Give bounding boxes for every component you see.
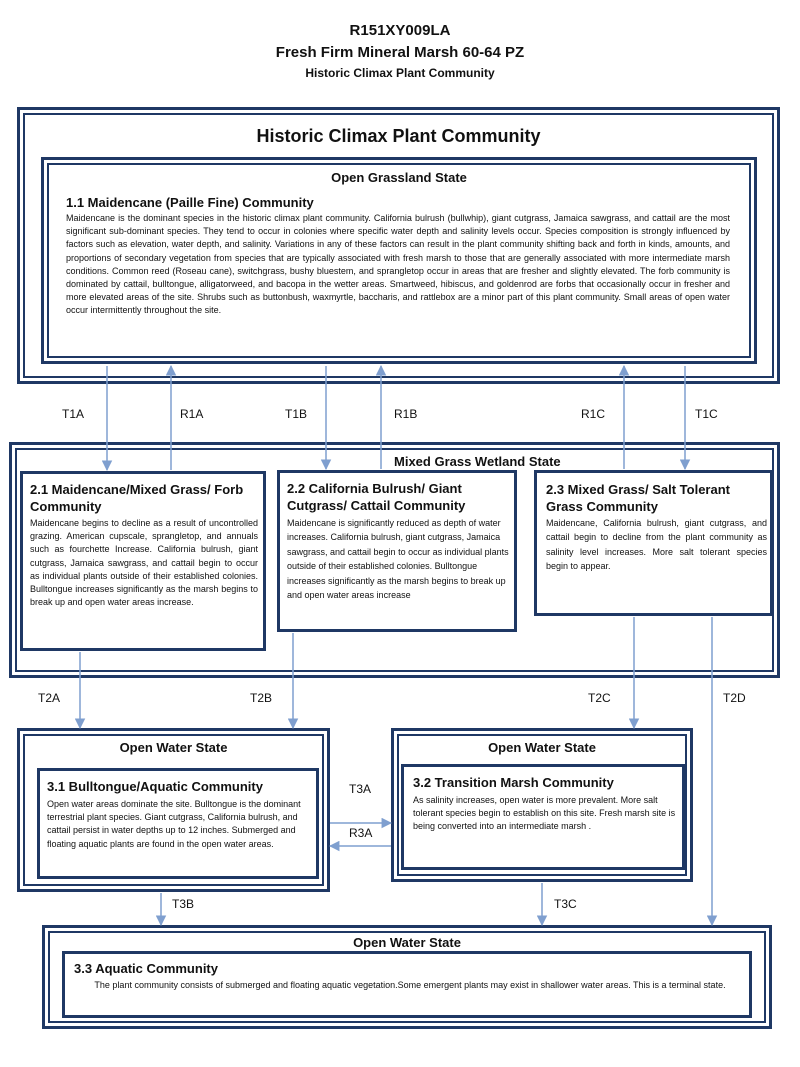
community-3-3-text: The plant community consists of submerged and floating aquatic vegetation.Some emergent plants may exist in shallower water areas. This is a terminal state. [94,980,726,990]
label-r1b: R1B [394,407,418,421]
open-water-state-right-title: Open Water State [488,740,596,755]
label-t2a: T2A [38,691,61,705]
community-3-2-title: 3.2 Transition Marsh Community [413,775,614,790]
label-t1b: T1B [285,407,308,421]
label-t2c: T2C [588,691,611,705]
label-t2d: T2D [723,691,746,705]
open-water-state-left-title: Open Water State [119,740,228,755]
label-t3a: T3A [349,782,372,796]
community-2-3-title: 2.3 Mixed Grass/ Salt Tolerant Grass Community [546,482,730,514]
community-3-2-text: As salinity increases, open water is more prevalent. More salt tolerant species begin to establish on this site. Fresh marsh site is being converted into an intermediate marsh . [413,795,676,832]
site-name: Fresh Firm Mineral Marsh 60-64 PZ [275,44,525,61]
label-r1c: R1C [581,407,606,421]
open-grassland-state-title: Open Grassland State [331,170,467,185]
label-t3c: T3C [554,897,577,911]
page-subtitle: Historic Climax Plant Community [305,66,495,80]
community-2-1-title: 2.1 Maidencane/Mixed Grass/ Forb Community [30,482,244,514]
community-2-2-title: 2.2 California Bulrush/ Giant Cutgrass/ Cattail Community [287,481,466,513]
label-t1a: T1A [62,407,85,421]
community-2-3-text: Maidencane, California bulrush, giant cutgrass, and cattail begin to decline from the plant community as salinity level increases. More salt tolerant species begin to appear. [546,518,767,572]
community-3-3-title: 3.3 Aquatic Community [74,961,218,976]
community-2-1-text: Maidencane begins to decline as a result of uncontrolled grazing. American cupscale, sprangletop, and annuals such as fourchette Increase. California bulrush, giant cutgrass, Jamaica sawgrass, and cattail begin to occur as individual plants outside of their established colonies. Bulltongue increases significantly as the marsh begins to break up and open water areas increase. [30,518,258,608]
open-water-state-bottom-title: Open Water State [353,935,461,950]
community-1-1-text: Maidencane is the dominant species in the historic climax plant community. California bulrush (bullwhip), giant cutgrass, Jamaica sawgrass, and cattail are the most significant sub-dominant species. They tend to occur in colonies where specific water depth and salinity levels occur. Species composition is strongly influenced by factors such as elevation, water depth, and salinity. Variations in any of these factors can result in the plant community shifting back and forth in kinds, amounts, and proportions of secondary vegetation from species that are typically associated with fresh marsh to those that are generally associated with more intermediate marsh conditions. Common reed (Roseau cane), switchgrass, bushy bluestem, and sprangletop occur in areas that are fresher and slightly elevated. The forb community is dominated by cattail, bulltongue, alligatorweed, and bacopa in the wetter areas. Smartweed, hibiscus, and goldenrod are forbs that occasionally occur in fresher and more elevated areas of the site. Shrubs such as buttonbush, waxmyrtle, baccharis, and rattlebox are a minor part of this plant community. Small areas of open water occur intermittently throughout the site. [66,213,730,316]
community-3-1-title: 3.1 Bulltongue/Aquatic Community [47,779,263,794]
community-1-1-title: 1.1 Maidencane (Paille Fine) Community [66,195,314,210]
label-r1a: R1A [180,407,204,421]
mixed-grass-state-title: Mixed Grass Wetland State [394,454,561,469]
label-t2b: T2B [250,691,273,705]
label-t1c: T1C [695,407,718,421]
label-t3b: T3B [172,897,195,911]
community-2-2-text: Maidencane is significantly reduced as depth of water increases. California bulrush, giant cutgrass, Jamaica sawgrass, and cattail begin to occur as individual plants outside of their established colonies. Bulltongue increases significantly as the marsh begins to break up and open water areas increase [287,518,509,601]
historic-climax-title: Historic Climax Plant Community [256,126,541,146]
community-3-1-text: Open water areas dominate the site. Bulltongue is the dominant terrestrial plant species. Giant cutgrass, California bulrush, and cattail persist in water depths up to 12 inches. Submerged and floating aquatic plants are found in the open water areas. [47,799,301,849]
label-r3a: R3A [349,826,373,840]
site-code: R151XY009LA [349,22,451,39]
